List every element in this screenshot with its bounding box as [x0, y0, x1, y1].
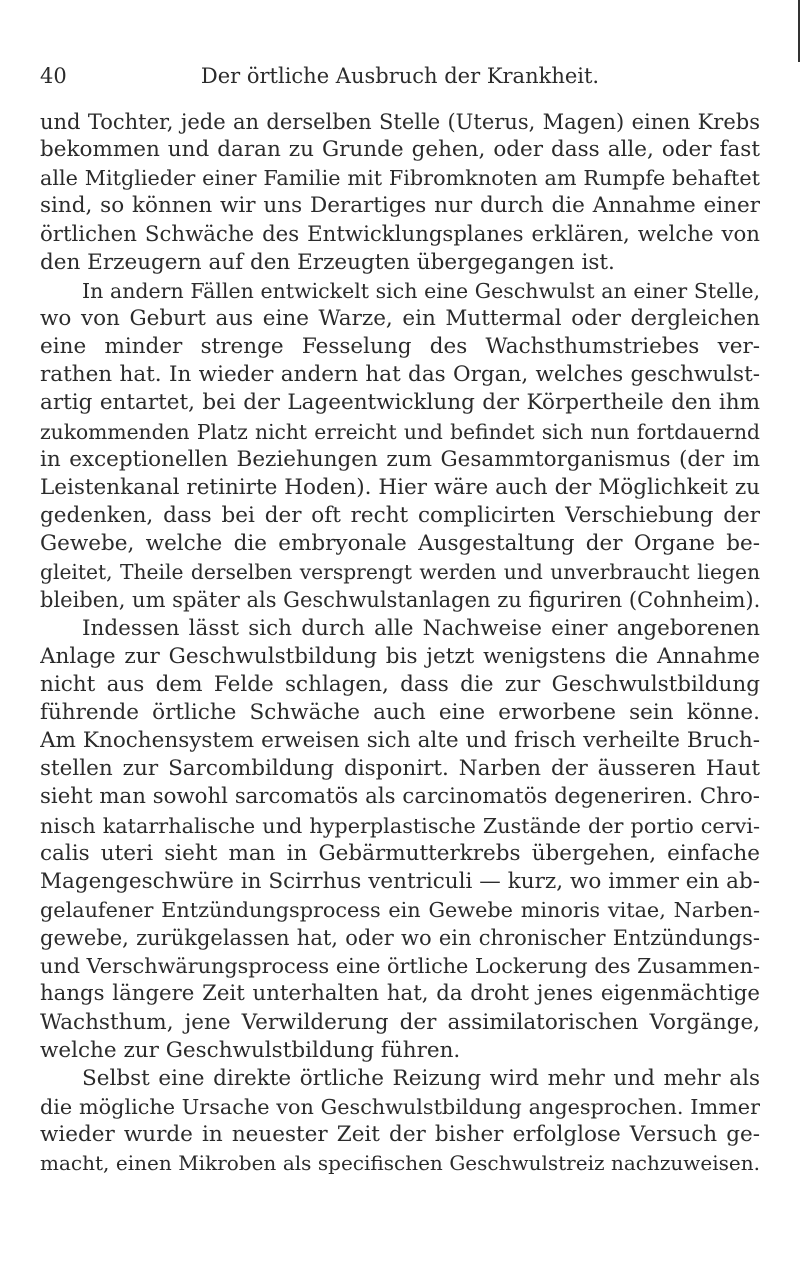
text-line: bleiben, um später als Geschwulstanlagen zu figuriren (Cohnheim). [40, 588, 760, 613]
text-line: sieht man sowohl sarcomatös als carcinomatös degeneriren. Chro- [40, 784, 760, 810]
text-line: sind, so können wir uns Derartiges nur durch die Annahme einer [40, 193, 760, 219]
text-line: Leistenkanal retinirte Hoden). Hier wäre auch der Möglichkeit zu [40, 474, 760, 500]
text-line: Selbst eine direkte örtliche Reizung wird mehr und mehr als [82, 1065, 760, 1091]
text-line: gewebe, zurükgelassen hat, oder wo ein chronischer Entzündungs- [40, 926, 760, 951]
text-line: Gewebe, welche die embryonale Ausgestaltung der Organe be- [40, 531, 760, 557]
text-line: gelaufener Entzündungsprocess ein Gewebe minoris vitae, Narben- [40, 897, 760, 922]
text-line: Anlage zur Geschwulstbildung bis jetzt wenigstens die Annahme [40, 643, 760, 669]
text-line: hangs längere Zeit unterhalten hat, da droht jenes eigenmächtige [40, 981, 760, 1007]
text-line: und Tochter, jede an derselben Stelle (Uterus, Magen) einen Krebs [40, 110, 760, 134]
text-line: Magengeschwüre in Scirrhus ventriculi — kurz, wo immer ein ab- [40, 868, 760, 894]
text-line: bekommen und daran zu Grunde gehen, oder dass alle, oder fast [40, 137, 760, 163]
text-line: führende örtliche Schwäche auch eine erworbene sein könne. [40, 699, 760, 725]
text-line: örtlichen Schwäche des Entwicklungsplanes erklären, welche von [40, 221, 760, 247]
text-line: calis uteri sieht man in Gebärmutterkrebs übergehen, einfache [40, 840, 760, 866]
text-line: gedenken, dass bei der oft recht complicirten Verschiebung der [40, 502, 760, 528]
text-line: In andern Fällen entwickelt sich eine Geschwulst an einer Stelle, [82, 278, 760, 303]
text-line: gleitet, Theile derselben versprengt werden und unverbraucht liegen [40, 560, 760, 585]
text-line: Am Knochensystem erweisen sich alte und frisch verheilte Bruch- [40, 728, 760, 754]
text-line: Wachsthum, jene Verwilderung der assimilatorischen Vorgänge, [40, 1009, 760, 1035]
running-title: Der örtliche Ausbruch der Krankheit. [200, 64, 600, 88]
text-line: macht, einen Mikroben als specifischen Geschwulstreiz nachzuweisen. [40, 1151, 760, 1176]
text-line: wo von Geburt aus eine Warze, ein Muttermal oder dergleichen [40, 305, 760, 331]
text-line: nisch katarrhalische und hyperplastische Zustände der portio cervi- [40, 813, 760, 838]
text-line: rathen hat. In wieder andern hat das Organ, welches geschwulst- [40, 362, 760, 388]
text-line: wieder wurde in neuester Zeit der bisher erfolglose Versuch ge- [40, 1122, 760, 1148]
text-line: in exceptionellen Beziehungen zum Gesammtorganismus (der im [40, 446, 760, 472]
text-line: welche zur Geschwulstbildung führen. [40, 1037, 461, 1063]
page-number: 40 [40, 64, 67, 88]
text-line: und Verschwärungsprocess eine örtliche Lockerung des Zusammen- [40, 954, 760, 979]
text-line: alle Mitglieder einer Familie mit Fibromknoten am Rumpfe behaftet [40, 166, 760, 191]
text-line: artig entartet, bei der Lageentwicklung der Körpertheile den ihm [40, 390, 760, 416]
text-line: stellen zur Sarcombildung disponirt. Narben der äusseren Haut [40, 756, 760, 782]
text-line: zukommenden Platz nicht erreicht und befindet sich nun fortdauernd [40, 419, 760, 444]
text-line: eine minder strenge Fesselung des Wachsthumstriebes ver- [40, 334, 760, 360]
text-line: nicht aus dem Felde schlagen, dass die zur Geschwulstbildung [40, 671, 760, 697]
body-text [40, 108, 760, 1177]
text-line: Indessen lässt sich durch alle Nachweise einer angeborenen [82, 615, 760, 641]
text-line: den Erzeugern auf den Erzeugten übergegangen ist. [40, 249, 615, 275]
page-header [40, 62, 760, 90]
text-line: die mögliche Ursache von Geschwulstbildung angesprochen. Immer [40, 1094, 760, 1119]
